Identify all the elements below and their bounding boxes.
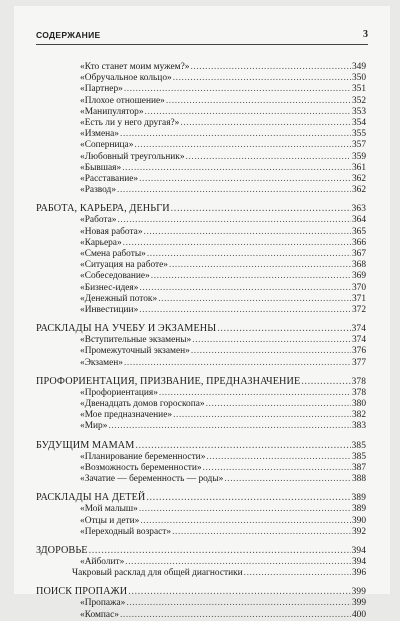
section-heading-title: РАСКЛАДЫ НА УЧЕБУ И ЭКЗАМЕНЫ xyxy=(36,323,217,335)
toc-entry-title: «Промежуточный экзамен» xyxy=(80,346,190,357)
toc-entry-title: «Обручальное кольцо» xyxy=(80,73,172,84)
toc-entry-title: «Плохое отношение» xyxy=(80,95,165,106)
section-heading xyxy=(36,376,366,388)
toc-entry xyxy=(36,227,366,238)
toc-entry xyxy=(36,118,366,129)
toc-entry-title: «Мой малыш» xyxy=(80,504,138,515)
toc-entry-title: «Есть ли у него другая?» xyxy=(80,118,180,129)
dot-leader xyxy=(166,96,351,107)
toc-entry-page: 357 xyxy=(351,140,366,151)
toc-entry-title: «Экзамен» xyxy=(80,357,123,368)
dot-leader xyxy=(151,271,351,282)
toc-entry-page: 372 xyxy=(351,305,366,316)
toc-entry-title: «Новая работа» xyxy=(80,226,143,237)
toc-entry-title: «Смена работы» xyxy=(80,249,146,260)
toc-entry-page: 352 xyxy=(351,95,366,106)
dot-leader xyxy=(124,358,351,369)
toc-entry-title: «Компас» xyxy=(80,609,119,620)
dot-leader xyxy=(192,335,351,346)
toc-entry xyxy=(36,238,366,249)
section-heading-page: 378 xyxy=(351,376,366,387)
toc-entry xyxy=(36,388,366,399)
toc-entry xyxy=(36,62,366,73)
toc-entry-title: «Измена» xyxy=(80,129,119,140)
dot-leader xyxy=(139,174,351,185)
toc-entry xyxy=(36,421,366,432)
toc-entry-title: «Зачатие — беременность — роды» xyxy=(80,474,224,485)
toc-entry xyxy=(36,410,366,421)
toc-entry-title: «Инвестиции» xyxy=(80,305,139,316)
toc-entry-page: 376 xyxy=(351,346,366,357)
toc-entry xyxy=(36,516,366,527)
toc-entry xyxy=(36,163,366,174)
dot-leader xyxy=(139,283,351,294)
dot-leader xyxy=(135,440,350,452)
dot-leader xyxy=(147,249,351,260)
book-page xyxy=(14,6,390,620)
dot-leader xyxy=(244,568,351,579)
section-heading-title: ПОИСК ПРОПАЖИ xyxy=(36,586,128,598)
toc-entry-title: «Собеседование» xyxy=(80,271,150,282)
toc-entry xyxy=(36,96,366,107)
toc-entry-page: 378 xyxy=(351,387,366,398)
dot-leader xyxy=(158,294,351,305)
toc-entry-title: «Расставание» xyxy=(80,174,139,185)
toc-entry-title: «Карьера» xyxy=(80,237,122,248)
toc-entry-title: «Партнер» xyxy=(80,84,123,95)
dot-leader xyxy=(217,323,350,335)
toc-entry xyxy=(36,557,366,568)
toc-entry xyxy=(36,527,366,538)
toc-entry-page: 350 xyxy=(351,73,366,84)
section-heading xyxy=(36,545,366,557)
toc-entry-title: «Мир» xyxy=(80,421,108,432)
toc-entry xyxy=(36,283,366,294)
toc-entry xyxy=(36,346,366,357)
toc-entry-page: 349 xyxy=(351,62,366,72)
toc-entry-page: 366 xyxy=(351,237,366,248)
toc-entry xyxy=(36,399,366,410)
toc-entry xyxy=(36,249,366,260)
dot-leader xyxy=(117,185,351,196)
dot-leader xyxy=(120,610,351,621)
running-head-title: СОДЕРЖАНИЕ xyxy=(36,30,101,40)
toc-entry xyxy=(36,305,366,316)
dot-leader xyxy=(123,238,351,249)
dot-leader xyxy=(190,62,350,73)
section-heading xyxy=(36,586,366,598)
dot-leader xyxy=(203,463,351,474)
dot-leader xyxy=(108,421,351,432)
toc-entry-title: «Соперница» xyxy=(80,140,134,151)
dot-leader xyxy=(224,474,351,485)
toc-entry-page: 369 xyxy=(351,271,366,282)
toc-entry-page: 388 xyxy=(351,474,366,485)
toc-entry-title: «Мое предназначение» xyxy=(80,410,173,421)
toc-entry-page: 390 xyxy=(351,515,366,526)
section-heading-title: ПРОФОРИЕНТАЦИЯ, ПРИЗВАНИЕ, ПРЕДНАЗНАЧЕНИЕ xyxy=(36,375,301,387)
toc-entry-title: «Денежный поток» xyxy=(80,293,158,304)
toc-entry-title: «Бизнес-идея» xyxy=(80,282,139,293)
dot-leader xyxy=(146,492,350,504)
toc-entry-title: «Бывшая» xyxy=(80,162,122,173)
section-heading-title: БУДУЩИМ МАМАМ xyxy=(36,439,135,451)
dot-leader xyxy=(134,140,351,151)
toc-entry xyxy=(36,107,366,118)
dot-leader xyxy=(191,346,351,357)
dot-leader xyxy=(124,84,351,95)
toc-entry-title: «Отцы и дети» xyxy=(80,515,140,526)
section-heading-page: 399 xyxy=(351,587,366,598)
section-heading-page: 374 xyxy=(351,324,366,335)
dot-leader xyxy=(145,107,351,118)
dot-leader xyxy=(144,227,351,238)
toc-entry-page: 364 xyxy=(351,215,366,226)
dot-leader xyxy=(171,203,351,215)
toc-entry-page: 362 xyxy=(351,185,366,196)
section-heading-title: РАБОТА, КАРЬЕРА, ДЕНЬГИ xyxy=(36,203,170,215)
page-number: 3 xyxy=(363,29,368,40)
section-heading xyxy=(36,203,366,215)
toc-entry xyxy=(36,271,366,282)
dot-leader xyxy=(140,516,351,527)
section-heading-page: 385 xyxy=(351,440,366,451)
toc-entry-page: 399 xyxy=(351,598,366,609)
dot-leader xyxy=(117,215,350,226)
dot-leader xyxy=(301,376,350,388)
toc-entry xyxy=(36,73,366,84)
section-heading xyxy=(36,323,366,335)
toc-entry xyxy=(36,129,366,140)
dot-leader xyxy=(169,260,351,271)
toc-entry-title: «Вступительные экзамены» xyxy=(80,335,192,346)
toc-entry-page: 365 xyxy=(351,226,366,237)
toc-entry xyxy=(36,463,366,474)
toc-entry-page: 370 xyxy=(351,282,366,293)
toc-entry-page: 389 xyxy=(351,504,366,515)
dot-leader xyxy=(122,163,351,174)
toc-entry-page: 359 xyxy=(351,151,366,162)
dot-leader xyxy=(180,118,351,129)
toc-entry xyxy=(36,610,366,621)
section-heading-page: 389 xyxy=(351,493,366,504)
toc-entry xyxy=(36,215,366,226)
dot-leader xyxy=(125,557,351,568)
toc-entry-page: 392 xyxy=(351,526,366,537)
toc-entry-title: «Кто станет моим мужем?» xyxy=(80,62,190,72)
section-heading-page: 394 xyxy=(351,545,366,556)
toc-entry-page: 396 xyxy=(351,568,366,579)
running-head xyxy=(36,30,368,45)
toc-entry-title: «Манипулятор» xyxy=(80,106,144,117)
toc-entry-page: 394 xyxy=(351,556,366,567)
toc-entry xyxy=(36,260,366,271)
toc-entry-page: 367 xyxy=(351,249,366,260)
section-heading-page: 363 xyxy=(351,204,366,215)
section-heading xyxy=(36,492,366,504)
dot-leader xyxy=(128,586,350,598)
toc-entry-title: «Профориентация» xyxy=(80,387,158,398)
toc-entry-title: «Работа» xyxy=(80,215,117,226)
toc-entry-title: «Возможность беременности» xyxy=(80,462,202,473)
toc-entry xyxy=(36,185,366,196)
toc-entry-title: «Развод» xyxy=(80,185,117,196)
toc-entry-page: 385 xyxy=(351,451,366,462)
toc-entry xyxy=(36,335,366,346)
dot-leader xyxy=(186,152,351,163)
section-heading xyxy=(36,440,366,452)
dot-leader xyxy=(173,410,351,421)
dot-leader xyxy=(159,388,351,399)
toc-entry xyxy=(36,84,366,95)
dot-leader xyxy=(173,73,351,84)
toc-entry-page: 351 xyxy=(351,84,366,95)
toc-entry xyxy=(36,504,366,515)
toc-entry-page: 354 xyxy=(351,118,366,129)
toc-entry-page: 400 xyxy=(351,609,366,620)
toc-entry-page: 377 xyxy=(351,357,366,368)
toc-entry-page: 383 xyxy=(351,421,366,432)
toc-entry-title: «Планирование беременности» xyxy=(80,451,206,462)
dot-leader xyxy=(172,527,351,538)
toc-entry-title: «Айболит» xyxy=(80,556,125,567)
toc-entry xyxy=(36,294,366,305)
dot-leader xyxy=(206,452,351,463)
dot-leader xyxy=(120,129,351,140)
toc-entry-page: 353 xyxy=(351,106,366,117)
dot-leader xyxy=(89,545,351,557)
toc-entry-title: «Двенадцать домов гороскопа» xyxy=(80,399,205,410)
toc-entry-page: 371 xyxy=(351,293,366,304)
toc-entry-page: 374 xyxy=(351,335,366,346)
toc-entry-title: «Любовный треугольник» xyxy=(80,151,185,162)
toc-entry-page: 382 xyxy=(351,410,366,421)
toc-entry-title: Чакровый расклад для общей диагностики xyxy=(72,568,243,579)
toc-entry-page: 362 xyxy=(351,174,366,185)
toc-entry-page: 368 xyxy=(351,260,366,271)
dot-leader xyxy=(139,305,351,316)
toc-entry-title: «Переходный возраст» xyxy=(80,526,172,537)
toc-entry xyxy=(36,568,366,579)
toc-entry-title: «Пропажа» xyxy=(80,598,126,609)
toc-entry xyxy=(36,140,366,151)
toc-entry xyxy=(36,474,366,485)
toc-entry-page: 380 xyxy=(351,399,366,410)
section-heading-title: ЗДОРОВЬЕ xyxy=(36,544,88,556)
toc-entry-title: «Ситуация на работе» xyxy=(80,260,168,271)
toc-entry xyxy=(36,452,366,463)
toc-entry-page: 387 xyxy=(351,462,366,473)
toc-entry-page: 355 xyxy=(351,129,366,140)
toc-entry xyxy=(36,358,366,369)
dot-leader xyxy=(139,504,351,515)
toc-entry xyxy=(36,152,366,163)
section-heading-title: РАСКЛАДЫ НА ДЕТЕЙ xyxy=(36,492,146,504)
toc-entry xyxy=(36,174,366,185)
dot-leader xyxy=(206,399,351,410)
table-of-contents xyxy=(36,62,366,621)
toc-entry-page: 361 xyxy=(351,162,366,173)
